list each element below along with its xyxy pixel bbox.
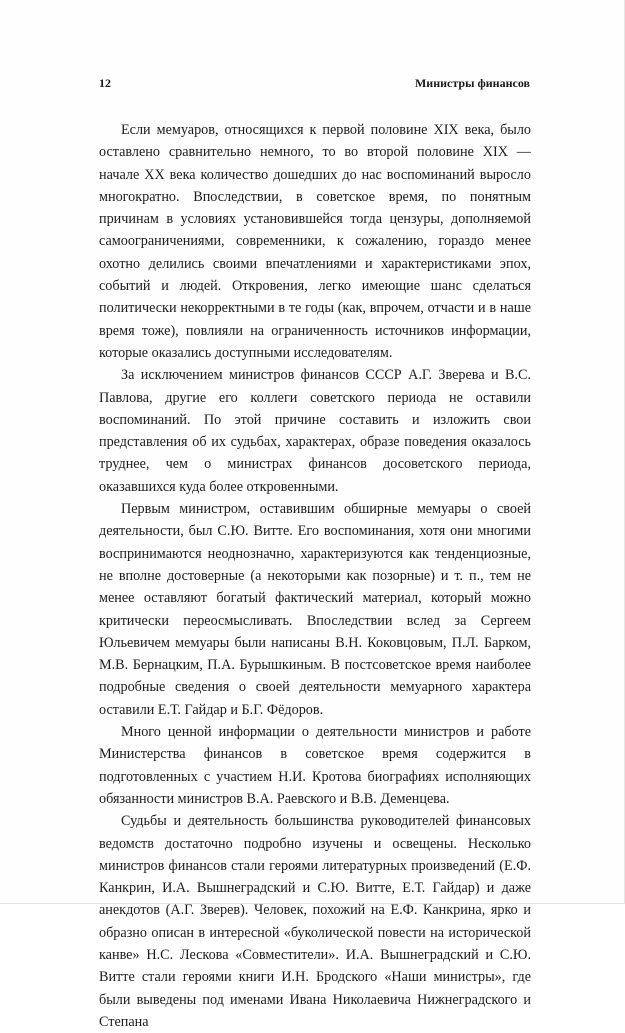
paragraph: Судьбы и деятельность большинства руководителей финансовых ведомств достаточно подробно изучены и освещены. Несколько министров финансов стали героями литературных произведений (Е.Ф. Канкрин, И.А. Вышнеградский и С.Ю. Витте, Е.Т. Гайдар) и даже анекдотов (А.Г. Зверев). Человек, похожий на Е.Ф. Канкрина, ярко и образно описан в интересной «буколической повести на исторической канве» Н.С. Лескова «Совместители». И.А. Вышнеградский и С.Ю. Витте стали героями книги И.Н. Бродского «Наши министры», где были выведены под именами Ивана Николаевича Нижнеградского и Степана [99, 813, 531, 1030]
paragraph: Если мемуаров, относящихся к первой половине XIX века, было оставлено сравнительно немного, то во второй половине XIX — начале XX века количество дошедших до нас воспоминаний выросло многократно. Впоследствии, в советское время, по понятным причинам в условиях установившейся тогда цензуры, дополняемой самоограничениями, современники, к сожалению, гораздо менее охотно делились своими впечатлениями и характеристиками эпох, событий и людей. Откровения, легко имеющие шанс сделаться политически некорректными в те годы (как, впрочем, отчасти и в наше время тоже), повлияли на ограниченность источников информации, которые оказались доступными исследователям. [99, 122, 531, 361]
running-title: Министры финансов [414, 76, 530, 90]
page-number: 12 [99, 76, 111, 90]
paragraph: За исключением министров финансов СССР А.Г. Зверева и В.С. Павлова, другие его коллеги советского периода не оставили воспоминаний. По этой причине составить и изложить свои представления об их судьбах, характерах, образе поведения оказалось труднее, чем о министрах финансов досоветского периода, оказавшихся куда более откровенными. [99, 367, 531, 495]
running-head [99, 76, 530, 92]
paragraph: Много ценной информации о деятельности министров и работе Министерства финансов в советское время содержится в подготовленных с участием Н.И. Кротова биографиях исполняющих обязанности министров В.А. Раевского и В.В. Деменцева. [99, 724, 531, 807]
body-text [99, 119, 531, 1033]
paragraph: Первым министром, оставившим обширные мемуары о своей деятельности, был С.Ю. Витте. Его воспоминания, хотя они многими воспринимаются неоднозначно, характеризуются как тенденциозные, не вполне достоверные (а некоторыми как позорные) и т. п., тем не менее оставляют богатый фактический материал, который можно критически переосмысливать. Впоследствии вслед за Сергеем Юльевичем мемуары были написаны В.Н. Коковцовым, П.Л. Барком, М.В. Бернацким, П.А. Бурышкиным. В постсоветское время наиболее подробные сведения о своей деятельности мемуарного характера оставили Е.Т. Гайдар и Б.Г. Фёдоров. [99, 501, 531, 718]
